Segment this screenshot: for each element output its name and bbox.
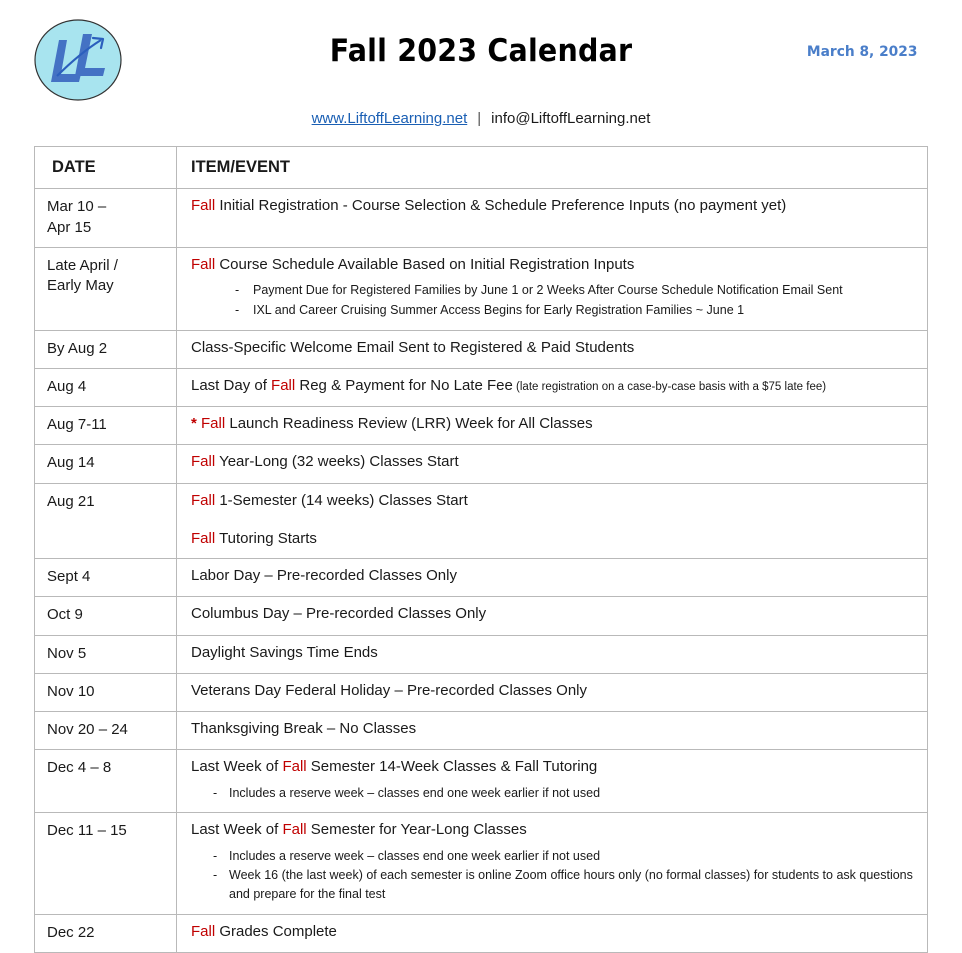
cell-date: Mar 10 – Apr 15 <box>35 189 177 248</box>
cell-date: Aug 4 <box>35 368 177 406</box>
fall-keyword: Fall <box>282 821 307 839</box>
table-row <box>35 750 928 813</box>
event-text: Last Day of Fall Reg & Payment for No Late Fee (late registration on a case-by-case basis with a $75 late fee) <box>191 376 827 394</box>
event-bullet-item: - Includes a reserve week – classes end one week earlier if not used <box>191 784 921 803</box>
cell-item-event <box>177 914 928 952</box>
event-bullet-list <box>191 784 921 803</box>
fall-keyword: Fall <box>191 922 216 940</box>
event-bullet-list <box>191 281 921 320</box>
table-row <box>35 673 928 711</box>
event-bullet-list <box>191 847 921 904</box>
table-row <box>35 247 928 330</box>
cell-date: Aug 7-11 <box>35 407 177 445</box>
table-row <box>35 368 928 406</box>
event-text: Fall Course Schedule Available Based on Initial Registration Inputs <box>191 255 635 273</box>
cell-date: Dec 22 <box>35 914 177 952</box>
table-row <box>35 635 928 673</box>
fall-calendar-table <box>34 146 928 953</box>
event-text: Fall Year-Long (32 weeks) Classes Start <box>191 453 459 471</box>
column-header-date: DATE <box>35 147 177 189</box>
contact-line <box>0 110 962 127</box>
cell-item-event <box>177 750 928 813</box>
cell-date: Nov 20 – 24 <box>35 712 177 750</box>
website-link[interactable]: www.LiftoffLearning.net <box>311 110 468 127</box>
table-row <box>35 189 928 248</box>
cell-item-event <box>177 445 928 483</box>
event-bullet-item: - IXL and Career Cruising Summer Access Begins for Early Registration Families ~ June 1 <box>191 301 921 320</box>
fall-keyword: Fall <box>191 453 216 471</box>
fall-keyword: Fall <box>191 529 216 547</box>
table-row <box>35 597 928 635</box>
page-title: Fall 2023 Calendar <box>329 33 633 69</box>
cell-item-event <box>177 330 928 368</box>
cell-item-event <box>177 712 928 750</box>
event-text-secondary: Fall Tutoring Starts <box>191 529 317 547</box>
document-date: March 8, 2023 <box>806 44 918 60</box>
cell-item-event <box>177 813 928 915</box>
contact-separator: | <box>477 110 482 127</box>
column-header-item-event: ITEM/EVENT <box>177 147 928 189</box>
cell-date: Oct 9 <box>35 597 177 635</box>
table-row <box>35 914 928 952</box>
cell-date: Aug 21 <box>35 483 177 559</box>
event-text: Last Week of Fall Semester for Year-Long Classes <box>191 821 527 839</box>
fall-keyword: Fall <box>201 415 226 433</box>
event-text: Thanksgiving Break – No Classes <box>191 720 417 738</box>
table-row <box>35 445 928 483</box>
asterisk-marker: * <box>191 415 202 433</box>
cell-item-event <box>177 247 928 330</box>
cell-date: Aug 14 <box>35 445 177 483</box>
cell-item-event <box>177 407 928 445</box>
fine-print-note: (late registration on a case-by-case basis with a $75 late fee) <box>512 380 827 393</box>
table-row <box>35 483 928 559</box>
event-text: Fall Initial Registration - Course Selection & Schedule Preference Inputs (no payment yet) <box>191 197 787 215</box>
table-row <box>35 559 928 597</box>
table-row <box>35 813 928 915</box>
event-bullet-item: - Payment Due for Registered Families by June 1 or 2 Weeks After Course Schedule Notification Email Sent <box>191 281 921 300</box>
table-body <box>35 189 928 953</box>
cell-date: Nov 10 <box>35 673 177 711</box>
event-text: Daylight Savings Time Ends <box>191 643 378 661</box>
document-header <box>0 0 962 140</box>
cell-item-event <box>177 483 928 559</box>
table-row <box>35 712 928 750</box>
cell-date: By Aug 2 <box>35 330 177 368</box>
table-row <box>35 330 928 368</box>
cell-date: Late April / Early May <box>35 247 177 330</box>
event-text: Veterans Day Federal Holiday – Pre-recorded Classes Only <box>191 681 588 699</box>
cell-item-event <box>177 189 928 248</box>
table-row <box>35 407 928 445</box>
event-text: Class-Specific Welcome Email Sent to Registered & Paid Students <box>191 338 635 356</box>
cell-date: Dec 11 – 15 <box>35 813 177 915</box>
cell-date: Sept 4 <box>35 559 177 597</box>
event-bullet-item: - Includes a reserve week – classes end one week earlier if not used <box>191 847 921 866</box>
event-text: Columbus Day – Pre-recorded Classes Only <box>191 605 487 623</box>
event-text: Fall Grades Complete <box>191 922 337 940</box>
event-text: Fall 1-Semester (14 weeks) Classes Start <box>191 491 468 509</box>
email-address[interactable]: info@LiftoffLearning.net <box>491 110 651 127</box>
table-header-row <box>35 147 928 189</box>
event-text: Labor Day – Pre-recorded Classes Only <box>191 567 457 585</box>
cell-date: Nov 5 <box>35 635 177 673</box>
event-bullet-item: - Week 16 (the last week) of each semester is online Zoom office hours only (no formal classes) for students to ask questions and prepare for the final test <box>191 866 921 904</box>
cell-item-event <box>177 673 928 711</box>
cell-item-event <box>177 559 928 597</box>
cell-item-event <box>177 368 928 406</box>
fall-keyword: Fall <box>191 255 216 273</box>
cell-date: Dec 4 – 8 <box>35 750 177 813</box>
fall-keyword: Fall <box>271 376 296 394</box>
fall-keyword: Fall <box>191 197 216 215</box>
event-text: Last Week of Fall Semester 14-Week Classes & Fall Tutoring <box>191 758 598 776</box>
cell-item-event <box>177 597 928 635</box>
event-text: * Fall Launch Readiness Review (LRR) Week for All Classes <box>191 415 593 433</box>
cell-item-event <box>177 635 928 673</box>
fall-keyword: Fall <box>191 491 216 509</box>
fall-keyword: Fall <box>282 758 307 776</box>
